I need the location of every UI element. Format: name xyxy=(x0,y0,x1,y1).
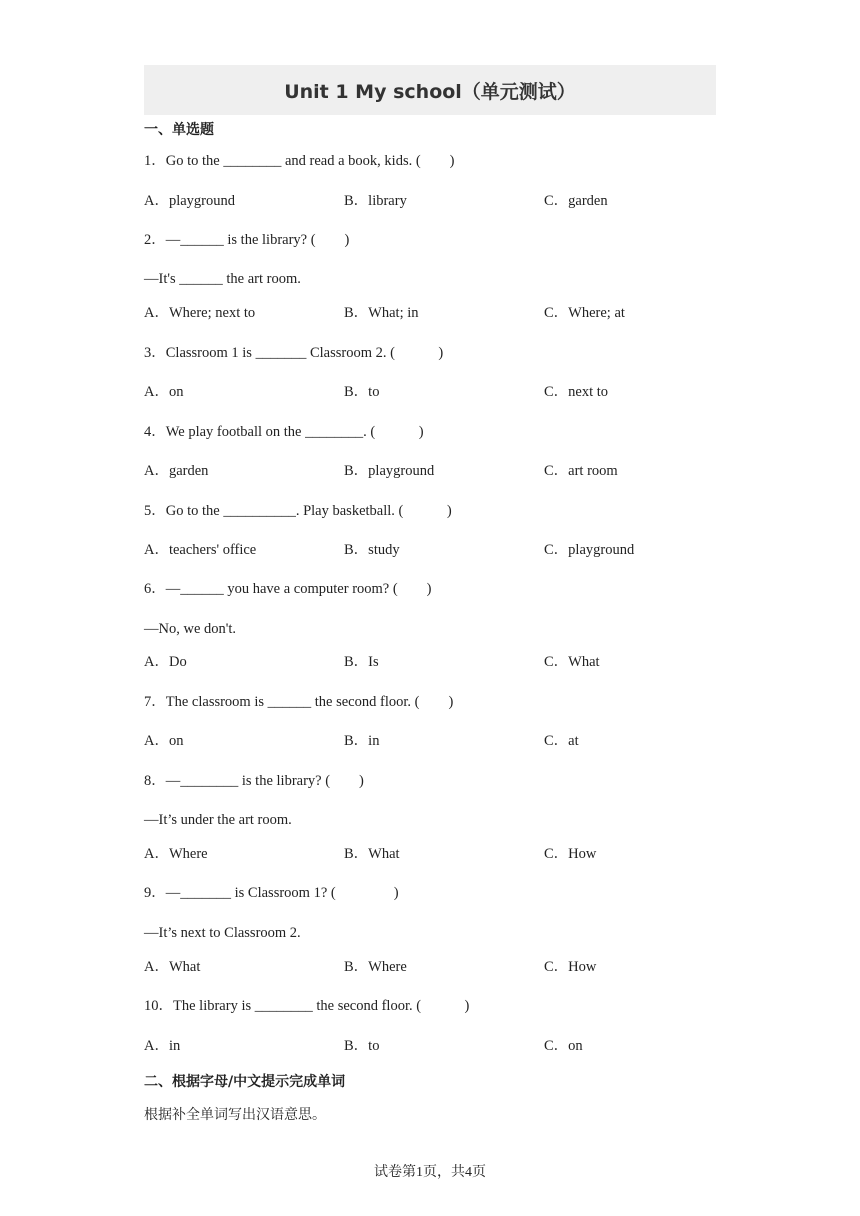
option-a: A．teachers' office xyxy=(144,542,257,558)
option-a: A．Do xyxy=(144,654,187,670)
page-title: Unit 1 My school（单元测试） xyxy=(284,80,576,103)
question-reply: —No, we don't. xyxy=(144,621,237,637)
question-stem: 3．Classroom 1 is _______ Classroom 2. ( ) xyxy=(144,345,444,361)
page-footer: 试卷第1页，共4页 xyxy=(374,1165,486,1180)
question-options xyxy=(144,383,744,401)
section-instruction: 根据补全单词写出汉语意思。 xyxy=(144,1107,326,1123)
option-a: A．in xyxy=(144,1038,181,1054)
option-c: C．garden xyxy=(544,193,608,209)
question-stem: 4．We play football on the ________. ( ) xyxy=(144,424,424,440)
question-options xyxy=(144,1037,744,1055)
question-stem: 9．—_______ is Classroom 1? ( ) xyxy=(144,885,399,901)
option-a: A．Where; next to xyxy=(144,305,256,321)
section-heading-single-choice: 一、单选题 xyxy=(144,122,214,138)
question-stem: 5．Go to the __________. Play basketball. ( ) xyxy=(144,503,452,519)
question-stem: 2．—______ is the library? ( ) xyxy=(144,232,350,248)
question-stem: 10．The library is ________ the second floor. ( ) xyxy=(144,998,470,1014)
option-b: B．What; in xyxy=(344,305,419,321)
option-b: B．Is xyxy=(344,654,379,670)
option-c: C．on xyxy=(544,1038,583,1054)
option-a: A．garden xyxy=(144,463,209,479)
question-options xyxy=(144,653,744,671)
option-a: A．on xyxy=(144,733,184,749)
question-options xyxy=(144,304,744,322)
question-reply: —It's ______ the art room. xyxy=(144,271,301,287)
question-options xyxy=(144,958,744,976)
option-a: A．Where xyxy=(144,846,208,862)
option-c: C．at xyxy=(544,733,579,749)
question-stem: 8．—________ is the library? ( ) xyxy=(144,773,364,789)
option-c: C．next to xyxy=(544,384,609,400)
question-stem: 6．—______ you have a computer room? ( ) xyxy=(144,581,432,597)
option-b: B．playground xyxy=(344,463,435,479)
question-options xyxy=(144,732,744,750)
question-options xyxy=(144,541,744,559)
question-options xyxy=(144,845,744,863)
question-reply: —It’s under the art room. xyxy=(144,812,292,828)
option-a: A．What xyxy=(144,959,201,975)
option-c: C．How xyxy=(544,846,597,862)
option-c: C．What xyxy=(544,654,600,670)
option-a: A．playground xyxy=(144,193,236,209)
option-c: C．Where; at xyxy=(544,305,625,321)
option-c: C．How xyxy=(544,959,597,975)
option-b: B．study xyxy=(344,542,400,558)
question-reply: —It’s next to Classroom 2. xyxy=(144,925,301,941)
option-b: B．library xyxy=(344,193,407,209)
option-a: A．on xyxy=(144,384,184,400)
option-c: C．art room xyxy=(544,463,618,479)
option-b: B．Where xyxy=(344,959,407,975)
section-heading-word-completion: 二、根据字母/中文提示完成单词 xyxy=(144,1074,346,1090)
option-b: B．to xyxy=(344,1038,380,1054)
option-b: B．in xyxy=(344,733,380,749)
option-b: B．What xyxy=(344,846,400,862)
option-b: B．to xyxy=(344,384,380,400)
title-bar xyxy=(144,65,716,115)
question-stem: 1．Go to the ________ and read a book, kids. ( ) xyxy=(144,153,455,169)
question-stem: 7．The classroom is ______ the second floor. ( ) xyxy=(144,694,454,710)
question-options xyxy=(144,192,744,210)
option-c: C．playground xyxy=(544,542,635,558)
question-options xyxy=(144,462,744,480)
